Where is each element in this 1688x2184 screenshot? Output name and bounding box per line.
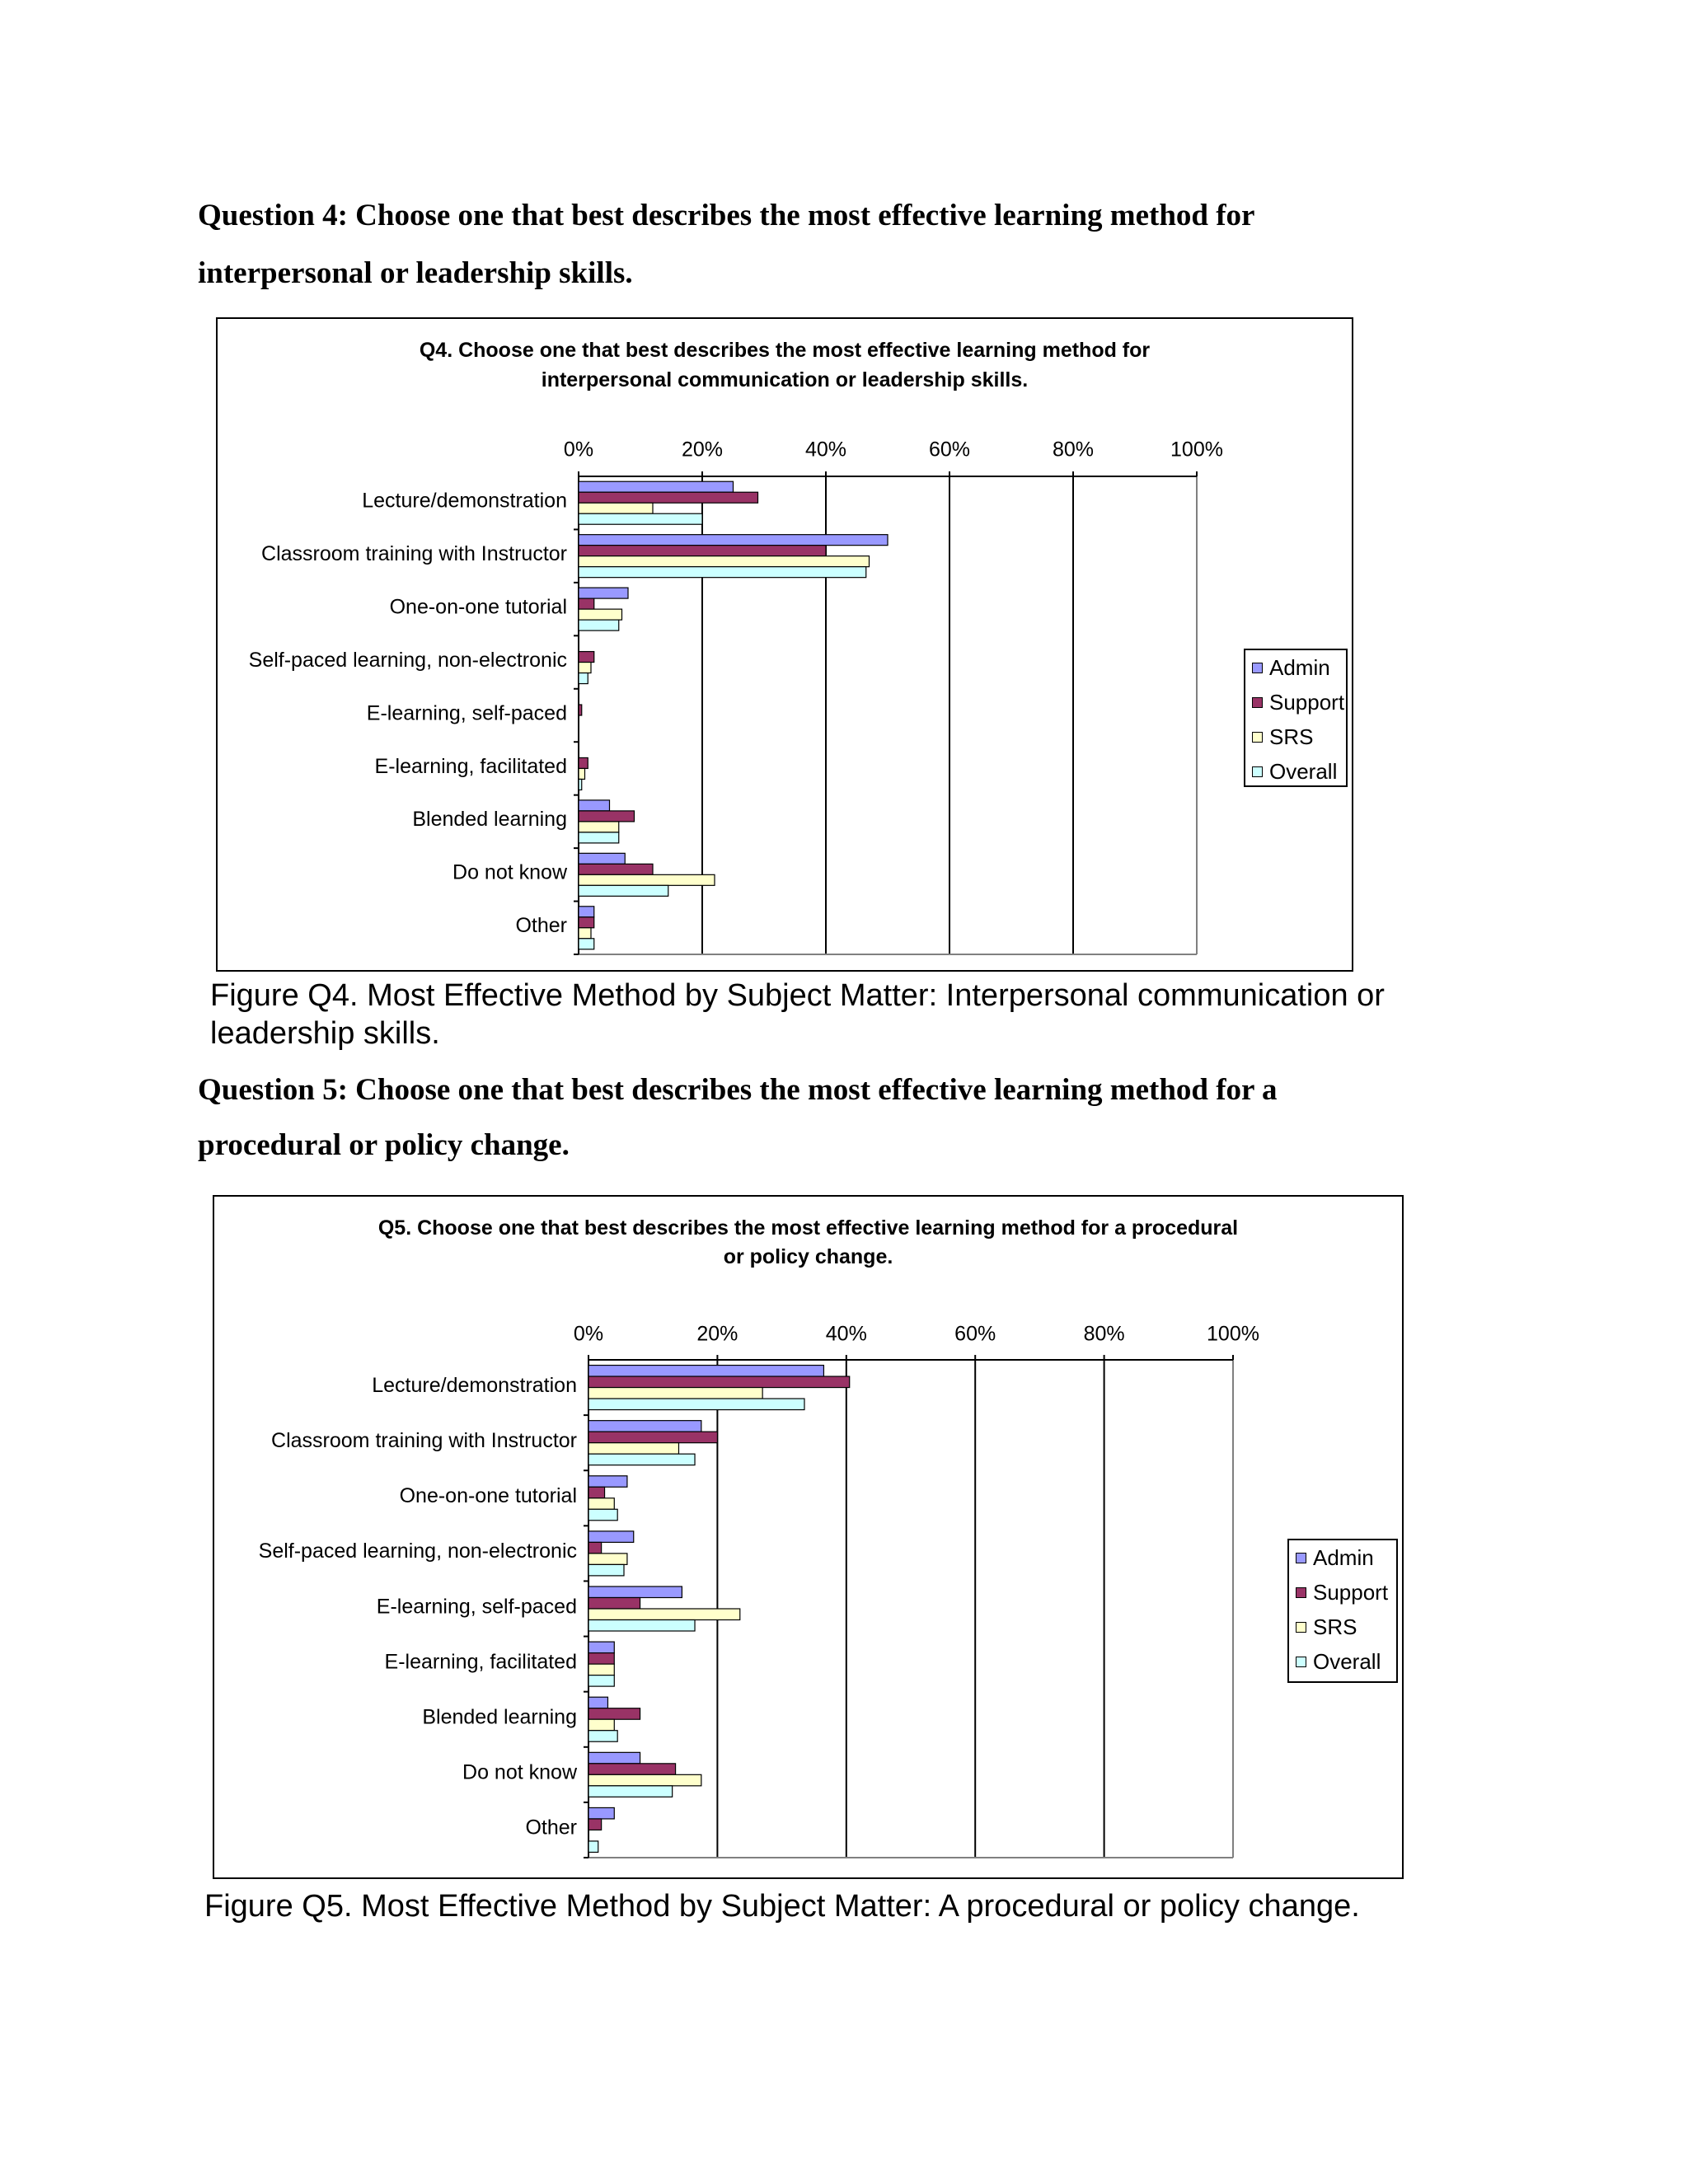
chart-q5-title-line2: or policy change. <box>723 1245 893 1268</box>
bar-overall <box>579 939 594 949</box>
legend-item <box>1296 1575 1388 1610</box>
q4-caption-line1: Figure Q4. Most Effective Method by Subject Matter: Interpersonal communication or <box>210 978 1385 1013</box>
bar-support <box>588 1487 605 1498</box>
bar-srs <box>579 822 619 832</box>
category-label: Lecture/demonstration <box>372 1373 577 1397</box>
bar-support <box>588 1819 602 1830</box>
bar-srs <box>588 1774 701 1786</box>
bar-overall <box>579 885 668 896</box>
chart-q4-title-line2: interpersonal communication or leadership skills. <box>541 368 1029 391</box>
legend-label: Support <box>1313 1579 1389 1605</box>
x-tick-label: 20% <box>696 1322 738 1346</box>
legend-swatch <box>1296 1587 1306 1598</box>
bar-srs <box>579 874 715 885</box>
bar-support <box>588 1653 614 1665</box>
chart-q5 <box>213 1195 1404 1879</box>
category-label: Blended learning <box>412 808 567 832</box>
q4-heading-line1: Question 4: Choose one that best describes the most effective learning method for <box>198 199 1255 232</box>
bar-overall <box>588 1620 695 1632</box>
bar-srs <box>588 1388 762 1399</box>
bar-overall <box>579 567 866 578</box>
chart-q5-title-line1: Q5. Choose one that best describes the most effective learning method for a procedural <box>377 1216 1239 1240</box>
bar-support <box>579 864 653 874</box>
legend-label: SRS <box>1269 724 1314 749</box>
x-tick-label: 0% <box>573 1322 604 1346</box>
bar-srs <box>579 928 591 939</box>
bar-support <box>588 1376 850 1388</box>
bar-overall <box>579 673 588 684</box>
x-tick-label: 60% <box>954 1322 996 1346</box>
bar-srs <box>588 1719 614 1731</box>
category-label: E-learning, facilitated <box>374 754 567 778</box>
legend-label: Admin <box>1313 1544 1374 1570</box>
legend-swatch <box>1252 697 1263 708</box>
category-label: E-learning, self-paced <box>366 701 567 725</box>
bar-overall <box>579 779 582 790</box>
bar-srs <box>579 768 585 779</box>
legend-swatch <box>1252 732 1263 743</box>
bar-support <box>579 757 588 768</box>
legend-item <box>1296 1540 1374 1575</box>
x-tick-label: 80% <box>1052 438 1095 462</box>
bar-support <box>588 1708 640 1720</box>
bar-support <box>588 1432 717 1443</box>
bar-admin <box>579 481 734 492</box>
bar-admin <box>579 535 888 546</box>
bar-srs <box>579 556 870 567</box>
bar-admin <box>588 1421 701 1432</box>
q5-caption: Figure Q5. Most Effective Method by Subject Matter: A procedural or policy change. <box>204 1889 1360 1924</box>
x-tick-label: 0% <box>563 438 594 462</box>
x-tick-label: 100% <box>1207 1322 1259 1346</box>
bar-admin <box>579 588 628 598</box>
bar-srs <box>588 1498 614 1510</box>
category-label: Self-paced learning, non-electronic <box>248 648 567 672</box>
bar-overall <box>588 1564 624 1576</box>
chart-q4-plot <box>218 319 1352 970</box>
bar-admin <box>588 1697 607 1708</box>
category-label: Blended learning <box>422 1705 577 1729</box>
bar-overall <box>588 1454 695 1465</box>
bar-overall <box>579 513 702 524</box>
legend-swatch <box>1296 1622 1306 1633</box>
bar-admin <box>588 1531 634 1543</box>
bar-srs <box>579 663 591 673</box>
q4-heading-line2: interpersonal or leadership skills. <box>198 256 633 290</box>
x-tick-label: 40% <box>825 1322 867 1346</box>
bar-admin <box>588 1807 614 1819</box>
bar-support <box>579 598 594 609</box>
bar-overall <box>588 1841 598 1853</box>
legend-label: Overall <box>1269 758 1338 784</box>
chart-q4-title-line1: Q4. Choose one that best describes the most effective learning method for <box>419 339 1151 362</box>
chart-q4-legend <box>1244 649 1348 787</box>
legend-swatch <box>1252 766 1263 777</box>
bar-support <box>588 1598 640 1610</box>
category-label: Lecture/demonstration <box>362 489 567 513</box>
x-tick-label: 60% <box>928 438 971 462</box>
legend-item <box>1296 1644 1381 1679</box>
legend-label: Admin <box>1269 654 1330 680</box>
legend-swatch <box>1252 663 1263 673</box>
bar-support <box>579 917 594 928</box>
chart-q4 <box>216 317 1353 972</box>
bar-support <box>579 652 594 663</box>
bar-admin <box>588 1752 640 1764</box>
bar-srs <box>579 503 653 513</box>
legend-item <box>1252 650 1330 685</box>
bar-support <box>579 492 758 503</box>
legend-label: Support <box>1269 689 1345 715</box>
bar-admin <box>588 1476 627 1488</box>
x-tick-label: 20% <box>681 438 724 462</box>
legend-label: Overall <box>1313 1648 1381 1674</box>
bar-overall <box>588 1786 673 1797</box>
bar-overall <box>588 1509 617 1521</box>
category-label: Self-paced learning, non-electronic <box>258 1540 577 1563</box>
bar-overall <box>588 1675 614 1687</box>
category-label: One-on-one tutorial <box>399 1484 577 1508</box>
x-tick-label: 80% <box>1083 1322 1125 1346</box>
bar-overall <box>579 832 619 843</box>
bar-srs <box>588 1609 740 1620</box>
legend-item <box>1252 685 1344 719</box>
legend-item <box>1296 1610 1357 1644</box>
bar-overall <box>588 1731 617 1742</box>
bar-overall <box>579 620 619 630</box>
legend-item <box>1252 754 1337 789</box>
category-label: One-on-one tutorial <box>389 595 567 619</box>
bar-support <box>579 546 826 556</box>
bar-srs <box>588 1664 614 1675</box>
bar-srs <box>588 1554 627 1565</box>
bar-admin <box>579 853 625 864</box>
legend-item <box>1252 719 1313 754</box>
chart-q5-legend <box>1287 1539 1398 1683</box>
bar-support <box>579 811 635 822</box>
legend-label: SRS <box>1313 1614 1357 1639</box>
bar-admin <box>588 1366 823 1377</box>
category-label: Classroom training with Instructor <box>271 1428 577 1452</box>
bar-admin <box>579 907 594 917</box>
bar-admin <box>579 800 610 811</box>
legend-swatch <box>1296 1553 1306 1563</box>
x-tick-label: 100% <box>1170 438 1223 462</box>
category-label: Other <box>515 914 567 938</box>
category-label: E-learning, facilitated <box>384 1650 577 1674</box>
bar-support <box>588 1764 676 1775</box>
bar-support <box>579 705 582 715</box>
x-tick-label: 40% <box>804 438 847 462</box>
bar-srs <box>588 1443 678 1455</box>
q5-heading-line2: procedural or policy change. <box>198 1128 570 1162</box>
bar-support <box>588 1542 602 1554</box>
category-label: Do not know <box>462 1760 577 1784</box>
bar-srs <box>579 609 622 620</box>
bar-admin <box>588 1586 682 1598</box>
q4-caption-line2: leadership skills. <box>210 1016 440 1051</box>
bar-admin <box>588 1642 614 1653</box>
category-label: Classroom training with Instructor <box>261 541 567 565</box>
legend-swatch <box>1296 1657 1306 1667</box>
category-label: Do not know <box>452 860 567 884</box>
bar-overall <box>588 1399 804 1410</box>
category-label: E-learning, self-paced <box>376 1595 577 1619</box>
q5-heading-line1: Question 5: Choose one that best describes the most effective learning method for a <box>198 1073 1278 1107</box>
chart-q5-plot <box>214 1197 1402 1877</box>
category-label: Other <box>525 1816 577 1840</box>
